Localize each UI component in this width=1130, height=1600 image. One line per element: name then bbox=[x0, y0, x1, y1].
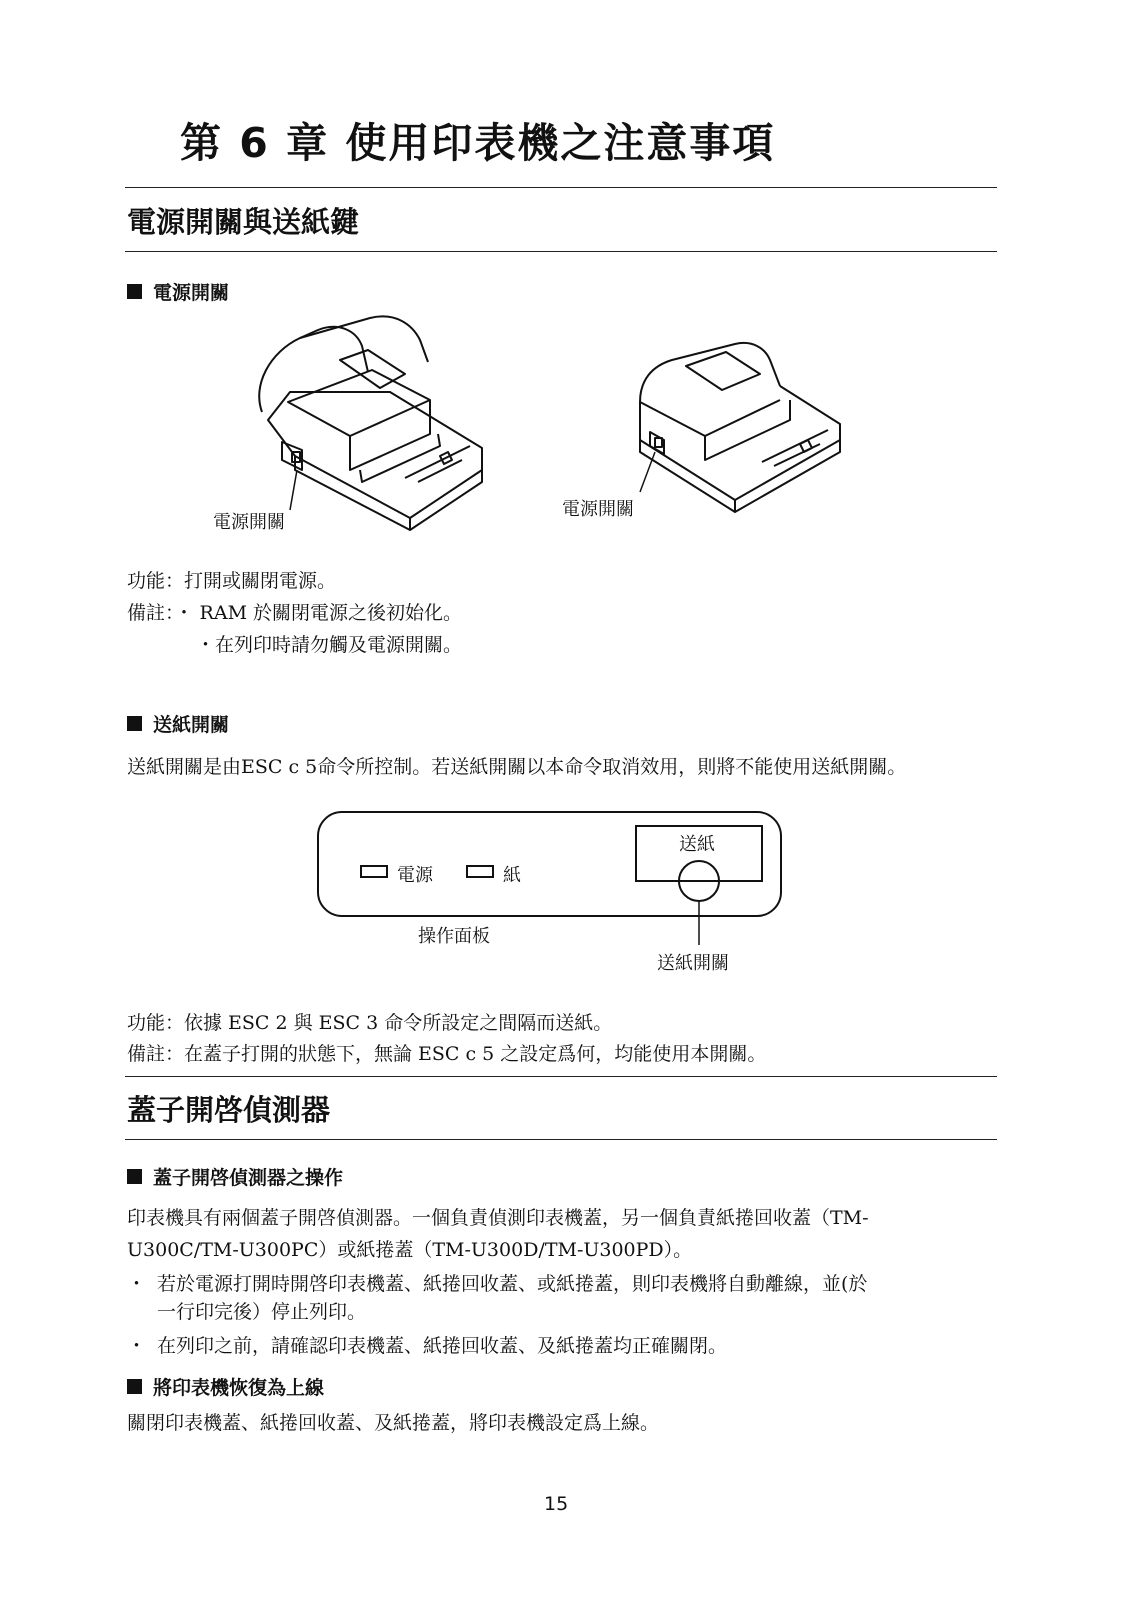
bullet-mark: ・ bbox=[127, 1273, 147, 1295]
operation-para-line1: 印表機具有兩個蓋子開啓偵測器。一個負責偵測印表機蓋，另一個負責紙捲回收蓋（TM- bbox=[127, 1207, 869, 1229]
bullet-item-2 bbox=[127, 1331, 727, 1358]
paper-led-label: 紙 bbox=[503, 865, 521, 886]
feed-button-label: 送紙 bbox=[679, 834, 715, 855]
bullet-mark: ・ bbox=[127, 1335, 147, 1357]
subheading-label: 電源開關 bbox=[153, 282, 230, 304]
operation-para-line2: U300C/TM-U300PC）或紙捲蓋（TM-U300D/TM-U300PD）。 bbox=[127, 1239, 693, 1261]
power-switch-label-right: 電源開關 bbox=[562, 499, 634, 520]
bullet-1-line1: 若於電源打開時開啓印表機蓋、紙捲回收蓋、或紙捲蓋，則印表機將自動離線，並(於 bbox=[157, 1273, 868, 1295]
online-text: 關閉印表機蓋、紙捲回收蓋、及紙捲蓋，將印表機設定爲上線。 bbox=[127, 1412, 660, 1434]
rule-section2-top bbox=[125, 1076, 997, 1077]
feed-switch-caption: 送紙開關 bbox=[657, 953, 729, 974]
page-number: 15 bbox=[544, 1493, 569, 1515]
feed-intro-text: 送紙開關是由ESC c 5命令所控制。若送紙開關以本命令取消效用，則將不能使用送紙開關。 bbox=[127, 756, 907, 778]
bullet-1-line2: 一行印完後）停止列印。 bbox=[157, 1301, 367, 1323]
subheading-label: 將印表機恢復為上線 bbox=[153, 1377, 325, 1399]
subheading-label: 蓋子開啓偵測器之操作 bbox=[153, 1167, 344, 1189]
panel-outline bbox=[318, 812, 781, 916]
subheading-return-online bbox=[127, 1373, 324, 1400]
power-switch-label-left: 電源開關 bbox=[213, 512, 285, 533]
feed-function-line: 功能：依據 ESC 2 與 ESC 3 命令所設定之間隔而送紙。 bbox=[127, 1012, 613, 1034]
power-led-icon bbox=[361, 866, 387, 877]
chapter-title: 第 6 章 使用印表機之注意事項 bbox=[180, 119, 776, 167]
feed-note-line: 備註：在蓋子打開的狀態下，無論 ESC c 5 之設定爲何，均能使用本開關。 bbox=[127, 1043, 767, 1065]
power-led-label: 電源 bbox=[397, 865, 433, 886]
bullet-2-text: 在列印之前，請確認印表機蓋、紙捲回收蓋、及紙捲蓋均正確關閉。 bbox=[157, 1335, 728, 1357]
power-function-line: 功能：打開或關閉電源。 bbox=[127, 570, 337, 592]
panel-caption: 操作面板 bbox=[418, 926, 490, 947]
bullet-item-1 bbox=[127, 1269, 867, 1296]
power-note-line1: 備註：・ RAM 於關閉電源之後初始化。 bbox=[127, 602, 463, 624]
square-bullet-icon bbox=[127, 1169, 142, 1184]
subheading-cover-detector-operation bbox=[127, 1163, 343, 1190]
rule-section2-bottom bbox=[125, 1139, 997, 1140]
square-bullet-icon bbox=[127, 1379, 142, 1394]
paper-led-icon bbox=[467, 866, 493, 877]
section-title-cover-detector: 蓋子開啓偵測器 bbox=[127, 1093, 331, 1127]
section-title-power-feed: 電源開關與送紙鍵 bbox=[127, 205, 360, 239]
subheading-label: 送紙開關 bbox=[153, 714, 230, 736]
power-note-line2: ・在列印時請勿觸及電源開關。 bbox=[196, 634, 463, 656]
